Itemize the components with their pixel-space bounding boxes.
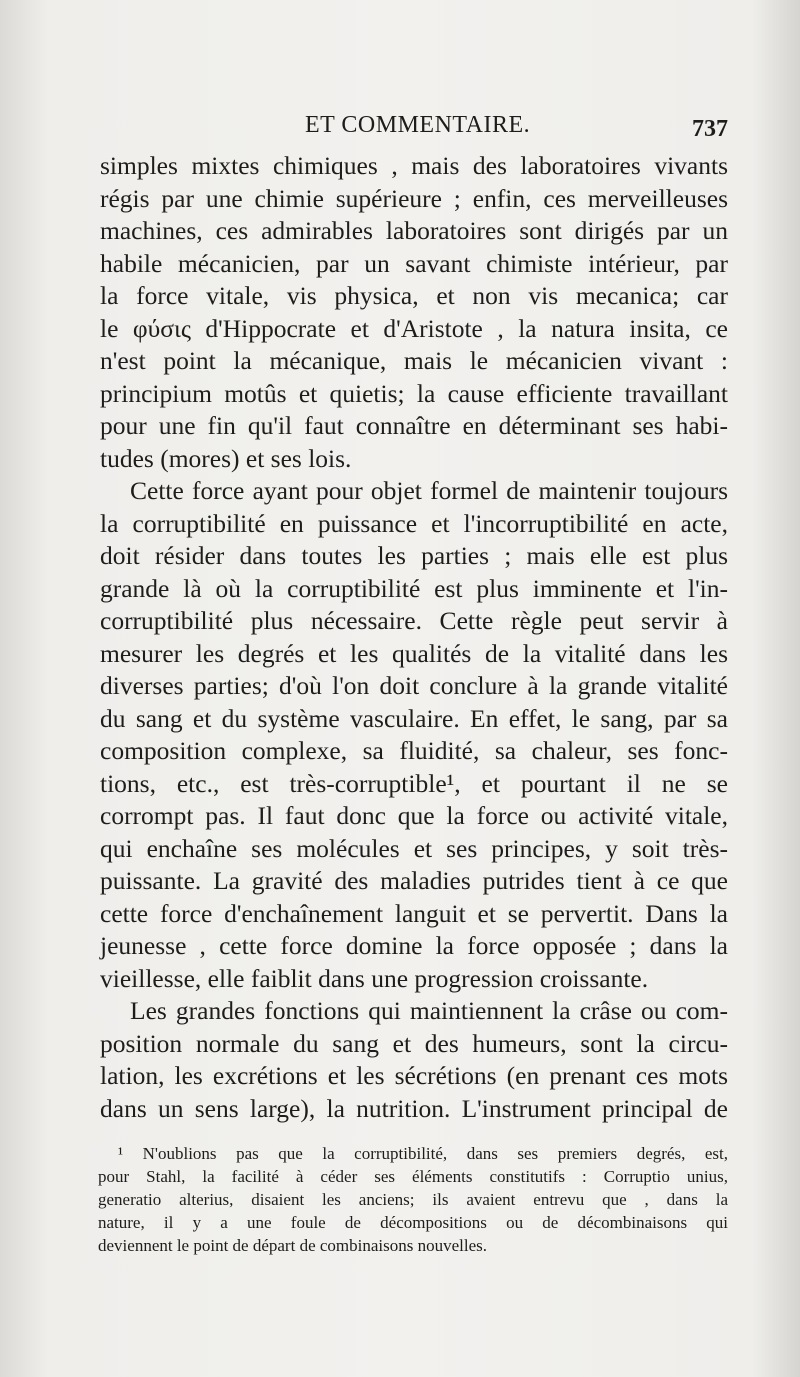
- running-header: [100, 112, 728, 142]
- page-number: 737: [692, 116, 728, 142]
- text-line: mesurer les degrés et les qualités de la vitalité dans les: [100, 638, 728, 668]
- text-line: lation, les excrétions et les sécrétions (en prenant ces mots: [100, 1061, 728, 1090]
- text-line: diverses parties; d'où l'on doit conclure à la grande vitalité: [100, 671, 728, 700]
- text-line: vieillesse, elle faiblit dans une progression croissante.: [100, 963, 649, 993]
- text-line: tudes (mores) et ses lois.: [100, 443, 352, 473]
- text-line: principium motûs et quietis; la cause efficiente travaillant: [100, 378, 728, 408]
- paragraph-start-line: Cette force ayant pour objet formel de maintenir toujours: [130, 476, 728, 505]
- footnote-line: nature, il y a une foule de décompositions ou de décombinaisons qui: [98, 1213, 728, 1232]
- footnote-line: deviennent le point de départ de combinaisons nouvelles.: [98, 1236, 488, 1255]
- text-line: doit résider dans toutes les parties ; mais elle est plus: [100, 541, 728, 570]
- text-line: régis par une chimie supérieure ; enfin, ces merveilleuses: [100, 183, 728, 213]
- text-line: machines, ces admirables laboratoires sont dirigés par un: [100, 216, 728, 245]
- text-line: le φύσις d'Hippocrate et d'Aristote , la natura insita, ce: [100, 313, 728, 343]
- footnote-line: generatio alterius, disaient les anciens; ils avaient entrevu que , dans la: [98, 1190, 728, 1209]
- text-line: du sang et du système vasculaire. En effet, le sang, par sa: [100, 703, 728, 733]
- text-line: tions, etc., est très-corruptible¹, et pourtant il ne se: [100, 768, 728, 798]
- running-title: ET COMMENTAIRE.: [305, 112, 531, 138]
- text-line: corruptibilité plus nécessaire. Cette règle peut servir à: [100, 606, 728, 635]
- text-line: habile mécanicien, par un savant chimiste intérieur, par: [100, 248, 728, 278]
- text-line: jeunesse , cette force domine la force opposée ; dans la: [100, 931, 728, 960]
- text-line: composition complexe, sa fluidité, sa chaleur, ses fonc-: [100, 736, 728, 765]
- text-line: la force vitale, vis physica, et non vis mecanica; car: [100, 281, 728, 310]
- text-line: position normale du sang et des humeurs, sont la circu-: [100, 1028, 728, 1058]
- text-line: dans un sens large), la nutrition. L'instrument principal de: [100, 1093, 728, 1123]
- text-line: puissante. La gravité des maladies putrides tient à ce que: [100, 866, 728, 895]
- text-line: qui enchaîne ses molécules et ses principes, y soit très-: [100, 833, 728, 863]
- text-line: corrompt pas. Il faut donc que la force ou activité vitale,: [100, 801, 728, 830]
- footnotes: [98, 1142, 728, 1257]
- text-line: simples mixtes chimiques , mais des laboratoires vivants: [100, 151, 728, 180]
- paragraph-start-line: Les grandes fonctions qui maintiennent la crâse ou com-: [130, 996, 728, 1025]
- body-text: [100, 150, 728, 1125]
- footnote-line: ¹ N'oublions pas que la corruptibilité, dans ses premiers degrés, est,: [118, 1144, 728, 1163]
- text-line: la corruptibilité en puissance et l'incorruptibilité en acte,: [100, 508, 728, 538]
- text-line: cette force d'enchaînement languit et se pervertit. Dans la: [100, 898, 728, 928]
- text-line: n'est point la mécanique, mais le mécanicien vivant :: [100, 346, 728, 375]
- text-line: grande là où la corruptibilité est plus imminente et l'in-: [100, 573, 728, 603]
- footnote-line: pour Stahl, la facilité à céder ses éléments constitutifs : Corruptio unius,: [98, 1167, 728, 1186]
- text-line: pour une fin qu'il faut connaître en déterminant ses habi-: [100, 411, 728, 440]
